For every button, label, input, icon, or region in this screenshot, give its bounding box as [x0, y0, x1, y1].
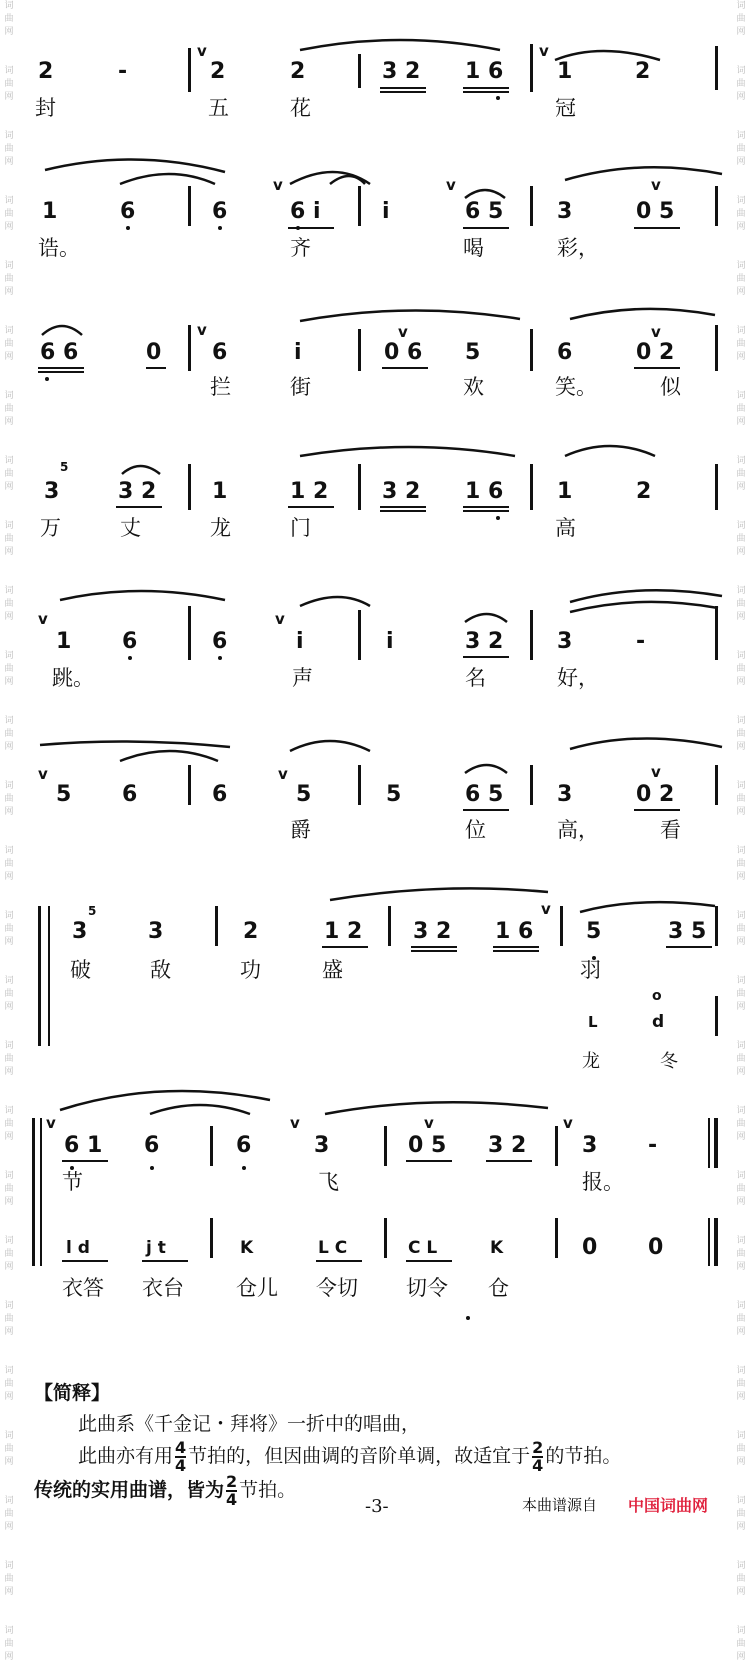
- note: 6: [212, 782, 228, 807]
- lyric: 看: [660, 818, 681, 842]
- notes-text: 此曲亦有用: [78, 1445, 174, 1467]
- note: 0 6: [384, 340, 423, 365]
- note: 3 2: [118, 479, 157, 504]
- note: 6: [557, 340, 573, 365]
- note: 3 2: [488, 1133, 527, 1158]
- notes-heading: 【简释】: [34, 1382, 111, 1404]
- slur: [0, 1070, 750, 1130]
- time-signature: $\frac{2}{4}$: [532, 1438, 544, 1475]
- lyric: 报。: [582, 1170, 624, 1194]
- lyric: 龙: [210, 516, 231, 540]
- notes-text: 的节拍。: [545, 1445, 622, 1467]
- lyric: 飞: [318, 1170, 339, 1194]
- grace-note: 5: [60, 460, 69, 474]
- lyric: 笑。: [555, 375, 597, 399]
- notes-line: [34, 1440, 734, 1474]
- percussion-lyric: 仓: [488, 1276, 509, 1300]
- note: 2: [290, 59, 306, 84]
- percussion-note: K: [490, 1238, 504, 1258]
- note: 6: [144, 1133, 160, 1158]
- note: 6 5: [465, 782, 504, 807]
- note: 3 2: [382, 59, 421, 84]
- note: 1 6: [495, 919, 534, 944]
- lyric: 欢: [463, 375, 484, 399]
- slur: [0, 150, 750, 195]
- percussion-lyric: 令切: [316, 1276, 358, 1300]
- time-signature: $\frac{2}{4}$: [226, 1472, 238, 1509]
- note: 3: [314, 1133, 330, 1158]
- note: 0 5: [636, 199, 675, 224]
- note: 6 6: [40, 340, 79, 365]
- note: 6: [236, 1133, 252, 1158]
- note: 2: [635, 59, 651, 84]
- percussion-lyric: 冬: [660, 1051, 678, 1072]
- grace-note: 5: [88, 904, 97, 918]
- note: i: [296, 629, 304, 654]
- lyric: 齐: [290, 236, 311, 260]
- lyric: 拦: [210, 375, 231, 399]
- percussion-note: 0: [582, 1235, 598, 1260]
- note: 2: [38, 59, 54, 84]
- note: 6: [212, 629, 228, 654]
- lyric: 位: [465, 818, 486, 842]
- note: 1: [557, 479, 573, 504]
- percussion-lyric: 切令: [406, 1276, 448, 1300]
- lyric: 爵: [290, 818, 311, 842]
- lyric: 跳。: [52, 666, 94, 690]
- note: i: [386, 629, 394, 654]
- lyric: 名: [465, 666, 486, 690]
- site-brand-link[interactable]: 中国词曲网: [628, 1496, 709, 1515]
- percussion-note: j t: [146, 1238, 166, 1258]
- percussion-lyric: 仓儿: [236, 1276, 278, 1300]
- note: 6 5: [465, 199, 504, 224]
- lyric: 万: [40, 516, 61, 540]
- note: 3: [72, 919, 88, 944]
- watermark-right: 词 曲 网 词 曲 网 词 曲 网 词 曲 网 词 曲 网 词 曲 网 词 曲 网 词 曲 网 词 曲 网 词 曲 网 词 曲 网 词 曲 网 词 曲 网 词 曲 网 词 曲 网 词 曲 网 词 曲 网 词 曲 网 词 曲 网 词 曲 网 词 曲 网 词 曲 网 词 曲 网 词 曲 网 词 曲 网 词 曲 网: [736, 1, 746, 1662]
- note: 1: [42, 199, 58, 224]
- score-system-8: v v v v 6 1 6 6 3 0 5 3 2 3 - 节 飞 报。 l d j t K L C C L K 0 0 衣答 衣台 仓儿 令切 切令 仓: [0, 1070, 750, 1330]
- lyric: 似: [660, 375, 681, 399]
- lyric: 功: [240, 958, 261, 982]
- score-system-3: v v v 6 6 0 6 i 0 6 5 6 0 2 拦 街 欢 笑。 似: [0, 295, 750, 405]
- note: 3: [557, 199, 573, 224]
- percussion-lyric: 龙: [582, 1051, 600, 1072]
- note: 0 2: [636, 340, 675, 365]
- slur: [0, 580, 750, 625]
- note: 0 5: [408, 1133, 447, 1158]
- lyric: 诰。: [38, 236, 80, 260]
- note: -: [636, 629, 646, 654]
- score-system-5: v v 1 6 6 i i 3 2 3 - 跳。 声 名 好，: [0, 580, 750, 695]
- percussion-note: L: [588, 1013, 598, 1031]
- lyric: 门: [290, 516, 311, 540]
- note: 0 2: [636, 782, 675, 807]
- lyric: 节: [62, 1170, 83, 1194]
- note: 6: [122, 629, 138, 654]
- note: 6 i: [290, 199, 321, 224]
- notes-line: [34, 1409, 734, 1440]
- lyric: 高: [555, 516, 576, 540]
- note: -: [118, 59, 128, 84]
- lyric: 五: [208, 96, 229, 120]
- slur: [0, 430, 750, 475]
- lyric: 彩，: [557, 236, 599, 260]
- notes-text: 节拍的，但因曲调的音阶单调，故适宜于: [188, 1445, 531, 1467]
- slur: [0, 295, 750, 340]
- lyric: 好，: [557, 666, 599, 690]
- note: 5: [296, 782, 312, 807]
- note: 1: [56, 629, 72, 654]
- notes-text: 节拍。: [239, 1479, 297, 1501]
- note: 5: [586, 919, 602, 944]
- lyric: 花: [290, 96, 311, 120]
- lyric: 喝: [463, 236, 484, 260]
- score-system-6: v v v 5 6 6 5 5 6 5 3 0 2 爵 位 高， 看: [0, 725, 750, 835]
- lyric: 敌: [150, 958, 171, 982]
- note: -: [648, 1133, 658, 1158]
- note: 1 2: [324, 919, 363, 944]
- note: 0: [146, 340, 162, 365]
- note: 3: [557, 782, 573, 807]
- note: 5: [465, 340, 481, 365]
- note: 2: [636, 479, 652, 504]
- note: 3 2: [413, 919, 452, 944]
- note: 3 2: [382, 479, 421, 504]
- note: 6 1: [64, 1133, 103, 1158]
- perc-dot: o: [652, 988, 662, 1004]
- percussion-note: L C: [318, 1238, 348, 1258]
- note: 5: [386, 782, 402, 807]
- note: 3: [557, 629, 573, 654]
- watermark-left: 词 曲 网 词 曲 网 词 曲 网 词 曲 网 词 曲 网 词 曲 网 词 曲 网 词 曲 网 词 曲 网 词 曲 网 词 曲 网 词 曲 网 词 曲 网 词 曲 网 词 曲 网 词 曲 网 词 曲 网 词 曲 网 词 曲 网 词 曲 网 词 曲 网 词 曲 网 词 曲 网 词 曲 网 词 曲 网 词 曲 网: [4, 1, 14, 1662]
- lyric: 封: [35, 96, 56, 120]
- lyric: 羽: [580, 958, 601, 982]
- note: 6: [122, 782, 138, 807]
- notes-text: 此曲系《千金记・拜将》一折中的唱曲，: [78, 1413, 421, 1435]
- score-system-2: v v v 1 6 6 6 i i 6 5 3 0 5 诰。 齐 喝 彩，: [0, 150, 750, 260]
- note: 3: [44, 479, 60, 504]
- annotation-section: [34, 1378, 734, 1508]
- note: i: [382, 199, 390, 224]
- source-label: 本曲谱源自: [522, 1496, 598, 1514]
- notes-text: 传统的实用曲谱，皆为: [34, 1479, 225, 1501]
- lyric: 声: [292, 666, 313, 690]
- percussion-note: K: [240, 1238, 254, 1258]
- note: i: [294, 340, 302, 365]
- percussion-note: 0: [648, 1235, 664, 1260]
- note: 3: [148, 919, 164, 944]
- note: 3: [582, 1133, 598, 1158]
- percussion-note: l d: [66, 1238, 90, 1258]
- note: 6: [120, 199, 136, 224]
- lyric: 街: [290, 375, 311, 399]
- note: 1 6: [465, 59, 504, 84]
- note: 3 5: [668, 919, 707, 944]
- note: 1 2: [290, 479, 329, 504]
- percussion-note: C L: [408, 1238, 438, 1258]
- note: 1 6: [465, 479, 504, 504]
- slur: [0, 725, 750, 770]
- percussion-lyric: 衣答: [62, 1276, 104, 1300]
- slur: [0, 870, 750, 915]
- percussion-note: d: [652, 1012, 665, 1032]
- note: 6: [212, 340, 228, 365]
- lyric: 盛: [322, 958, 343, 982]
- page-number: -3-: [365, 1496, 389, 1517]
- note: 2: [210, 59, 226, 84]
- score-system-7: v 5 3 3 2 1 2 3 2 1 6 5 3 5 破 敌 功 盛 羽 o L d 龙 冬: [0, 870, 750, 1060]
- score-system-4: [0, 430, 750, 545]
- score-system-1: v v 2 - 2 2 3 2 1 6 1 2 封 五 花 冠: [0, 30, 750, 130]
- lyric: 高，: [557, 818, 599, 842]
- note: 3 2: [465, 629, 504, 654]
- note: 1: [557, 59, 573, 84]
- time-signature: $\frac{4}{4}$: [175, 1438, 187, 1475]
- lyric: 破: [70, 958, 91, 982]
- note: 6: [212, 199, 228, 224]
- note: 5: [56, 782, 72, 807]
- lyric: 冠: [555, 96, 576, 120]
- lyric: 丈: [120, 516, 141, 540]
- note: 2: [243, 919, 259, 944]
- percussion-lyric: 衣台: [142, 1276, 184, 1300]
- note: 1: [212, 479, 228, 504]
